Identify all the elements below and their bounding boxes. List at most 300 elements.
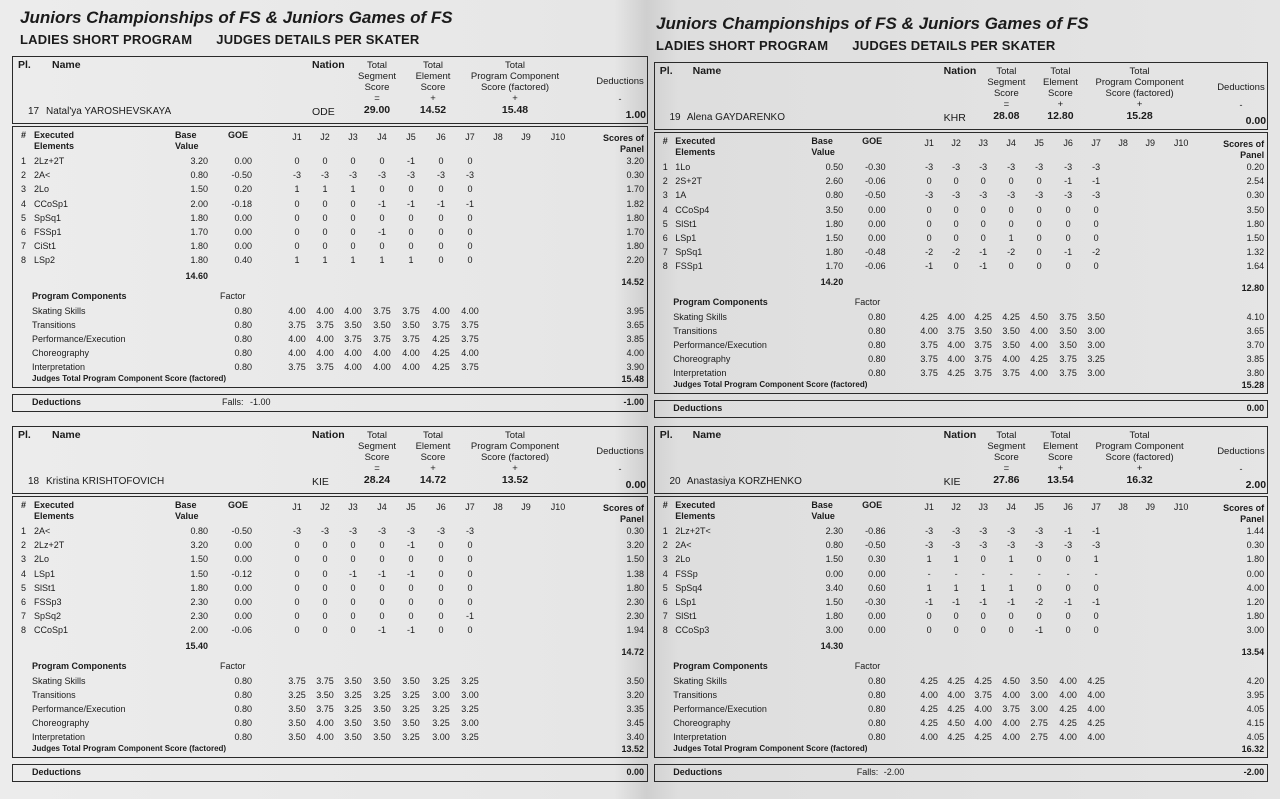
nation-label: Nation — [943, 65, 977, 77]
judge-component-score: 3.25 — [461, 704, 479, 714]
judge-header: J7 — [465, 502, 475, 512]
details-label: JUDGES DETAILS PER SKATER — [216, 32, 420, 47]
judge-goe: 0 — [294, 582, 300, 593]
panel-score: 3.50 — [1246, 204, 1265, 215]
judge-component-score: 4.00 — [1030, 368, 1048, 378]
deductions-total: 0.00 — [1246, 403, 1265, 413]
judge-header: J2 — [951, 138, 961, 148]
judge-goe: -2 — [1035, 597, 1044, 607]
skater-block — [12, 426, 648, 786]
pcs-header-line: Program Component — [1095, 441, 1184, 452]
judge-component-score: 4.00 — [1002, 690, 1020, 700]
judge-component-score: 3.75 — [947, 326, 965, 336]
base-value: 2.30 — [825, 526, 844, 536]
judge-goe: -2 — [925, 247, 934, 258]
judge-goe: 0 — [350, 625, 356, 636]
base-value: 3.40 — [825, 582, 844, 593]
element-number: 6 — [21, 597, 27, 607]
judge-goe: 1 — [379, 255, 385, 266]
judge-goe: -3 — [465, 526, 474, 536]
component-panel-score: 4.20 — [1246, 676, 1265, 686]
judge-component-score: 3.75 — [373, 306, 391, 316]
falls-value: -1.00 — [250, 397, 271, 407]
judge-goe: 0 — [1065, 625, 1071, 636]
skater-nation: KHR — [943, 112, 966, 124]
judge-goe: 1 — [322, 255, 328, 266]
pcs-header-line: Total — [1129, 430, 1150, 441]
skater-name: Natal'ya YAROSHEVSKAYA — [46, 106, 172, 117]
judge-component-score: 4.00 — [288, 334, 306, 344]
goe-value: 0.00 — [868, 218, 886, 229]
elements-label: Elements — [34, 141, 75, 151]
tss-header-line: Segment — [357, 441, 397, 452]
judge-component-score: 2.75 — [1030, 732, 1048, 742]
component-name: Interpretation — [32, 362, 86, 372]
judge-goe: 0 — [379, 156, 385, 166]
judge-component-score: 3.75 — [974, 368, 992, 378]
pl-label: Pl. — [659, 65, 673, 77]
element-code: FSSp1 — [34, 227, 62, 237]
goe-value: -0.12 — [231, 568, 252, 579]
element-code: 2Lz+2T — [34, 156, 65, 166]
judge-goe: -3 — [979, 190, 988, 201]
judge-goe: 0 — [350, 198, 356, 209]
components-total-label: Judges Total Program Component Score (factored) — [32, 374, 227, 383]
total-segment-score: 29.00 — [363, 104, 391, 116]
total-deductions: 0.00 — [1245, 115, 1267, 127]
panel-score: 1.38 — [626, 568, 644, 579]
judge-component-score: 3.25 — [344, 704, 362, 714]
judge-goe: -3 — [979, 540, 988, 551]
elements-label: Elements — [34, 511, 75, 521]
judge-goe: 0 — [980, 554, 986, 565]
element-number: 7 — [662, 611, 668, 622]
judge-component-score: 3.75 — [920, 354, 938, 364]
judge-component-score: 3.50 — [974, 326, 992, 336]
element-code: SpSq1 — [34, 212, 62, 223]
judge-component-score: 4.00 — [316, 348, 334, 358]
judge-component-score: 4.00 — [344, 306, 362, 316]
total-deductions: 2.00 — [1245, 479, 1267, 491]
element-code: 2A< — [34, 170, 51, 181]
judge-goe: 0 — [322, 156, 328, 166]
judge-goe: 0 — [1036, 176, 1042, 187]
judge-header: J10 — [1173, 502, 1189, 512]
element-code: 2A< — [34, 526, 51, 536]
skater-block — [12, 56, 648, 416]
judge-component-score: 3.25 — [432, 704, 450, 714]
pcs-header-line: Score (factored) — [480, 82, 550, 93]
judge-header: J9 — [521, 502, 531, 512]
skater-name: Anastasiya KORZHENKO — [686, 476, 802, 487]
element-number: 8 — [21, 625, 27, 636]
judge-component-score: 3.00 — [1087, 340, 1105, 350]
judge-goe: 0 — [926, 204, 932, 215]
judge-goe: 0 — [1036, 261, 1042, 272]
component-panel-score: 4.05 — [1246, 732, 1265, 742]
judge-goe: -3 — [1035, 526, 1044, 536]
panel-score: 2.20 — [626, 255, 644, 266]
judge-goe: 0 — [294, 241, 300, 252]
judge-component-score: 4.00 — [947, 354, 965, 364]
judge-goe: 0 — [953, 233, 959, 243]
judge-component-score: 4.00 — [373, 362, 391, 372]
judge-goe: -1 — [406, 625, 415, 636]
judge-component-score: 3.50 — [344, 320, 362, 330]
judge-header: J5 — [406, 132, 416, 142]
value-label: Value — [811, 147, 835, 157]
goe-value: -0.86 — [865, 526, 886, 536]
pcs-header-line: Total — [504, 430, 526, 441]
component-name: Performance/Execution — [673, 340, 767, 350]
judge-header: J10 — [1173, 138, 1189, 148]
element-number: 4 — [662, 204, 668, 215]
component-name: Choreography — [32, 348, 90, 358]
element-number: 1 — [21, 156, 27, 166]
judge-goe: -1 — [952, 597, 961, 607]
executed-label: Executed — [34, 130, 75, 140]
judge-goe: 0 — [379, 582, 385, 593]
judge-goe: 0 — [1036, 233, 1042, 243]
total-segment-score: 27.86 — [993, 474, 1020, 486]
component-panel-score: 3.85 — [1246, 354, 1265, 364]
judge-component-score: 4.00 — [1087, 690, 1105, 700]
component-panel-score: 3.45 — [626, 718, 644, 728]
tes-header-line: + — [430, 93, 436, 104]
tss-header-line: Segment — [987, 441, 1026, 452]
judge-goe: -3 — [348, 170, 357, 181]
panel-total: 12.80 — [1241, 283, 1265, 293]
judge-goe: -1 — [406, 540, 415, 551]
judge-component-score: 4.00 — [1002, 732, 1020, 742]
elements-label: Elements — [675, 147, 716, 157]
judge-component-score: 4.00 — [316, 718, 334, 728]
judge-goe: -2 — [952, 247, 961, 258]
judge-goe: 0 — [322, 540, 328, 551]
judge-goe: 0 — [379, 540, 385, 551]
judge-component-score: 3.50 — [373, 704, 391, 714]
judge-goe: 0 — [1036, 247, 1042, 258]
judge-component-score: 3.75 — [316, 704, 334, 714]
judge-component-score: 3.50 — [344, 732, 362, 742]
judge-component-score: 4.25 — [1087, 718, 1105, 728]
judge-component-score: 3.50 — [373, 732, 391, 742]
judge-goe: -3 — [925, 526, 934, 536]
judge-header: J8 — [1118, 138, 1128, 148]
element-code: LSp1 — [675, 597, 697, 607]
judge-goe: -1 — [1064, 597, 1073, 607]
judge-header: J3 — [348, 132, 358, 142]
judge-component-score: 3.75 — [1002, 704, 1020, 714]
judge-component-score: 4.25 — [920, 312, 938, 322]
judge-component-score: 4.25 — [432, 362, 450, 372]
judge-goe: -1 — [406, 568, 415, 579]
panel-score: 1.80 — [626, 241, 644, 252]
components-title: Program Components — [32, 291, 127, 301]
base-value: 1.50 — [825, 554, 844, 565]
components-total: 16.32 — [1241, 744, 1265, 754]
judge-goe: -1 — [979, 597, 988, 607]
goe-value: 0.00 — [234, 156, 252, 166]
element-code: SlSt1 — [34, 582, 56, 593]
deductions-sign: - — [1239, 464, 1243, 474]
judge-component-score: 4.25 — [1002, 312, 1020, 322]
base-label: Base — [175, 500, 197, 510]
judge-goe: 0 — [467, 212, 473, 223]
judge-component-score: 4.00 — [1030, 326, 1048, 336]
base-label: Base — [811, 500, 833, 510]
judge-component-score: 4.25 — [974, 312, 992, 322]
panel-score: 3.20 — [626, 540, 644, 551]
scores-of-label: Scores of — [1223, 503, 1265, 513]
details-label: JUDGES DETAILS PER SKATER — [852, 38, 1056, 53]
goe-label: GOE — [227, 130, 248, 140]
judge-component-score: 3.75 — [974, 354, 992, 364]
judge-component-score: 3.50 — [344, 676, 362, 686]
judge-goe: 0 — [467, 582, 473, 593]
judge-header: J3 — [348, 502, 358, 512]
element-code: 2Lo — [34, 184, 50, 195]
panel-score: 3.20 — [626, 156, 644, 166]
component-factor: 0.80 — [234, 704, 252, 714]
components-total: 13.52 — [621, 744, 644, 754]
total-element-score: 14.72 — [419, 474, 447, 486]
component-panel-score: 3.80 — [1246, 368, 1265, 378]
panel-score: 4.00 — [1246, 582, 1265, 593]
total-component-score: 13.52 — [501, 474, 529, 486]
judge-goe: 0 — [467, 241, 473, 252]
element-code: 2Lz+2T< — [675, 526, 711, 536]
judge-goe: 0 — [1008, 204, 1014, 215]
judge-header: J1 — [292, 502, 302, 512]
deductions-label: Deductions — [32, 397, 82, 407]
judge-header: J9 — [1145, 502, 1155, 512]
judge-header: J6 — [1063, 138, 1073, 148]
judge-goe: 0 — [350, 227, 356, 237]
judge-component-score: 3.50 — [288, 732, 306, 742]
name-label: Name — [52, 59, 81, 71]
component-factor: 0.80 — [868, 368, 886, 378]
component-factor: 0.80 — [868, 340, 886, 350]
goe-value: -0.50 — [865, 540, 886, 551]
judge-goe: 1 — [1093, 554, 1099, 565]
judge-component-score: 3.75 — [373, 334, 391, 344]
base-value: 2.30 — [190, 611, 208, 622]
component-factor: 0.80 — [234, 732, 252, 742]
judge-goe: 0 — [926, 176, 932, 187]
panel-score: 2.54 — [1246, 176, 1265, 187]
tes-header-line: Element — [415, 441, 451, 452]
panel-score: 1.50 — [1246, 233, 1265, 243]
judge-goe: 0 — [467, 540, 473, 551]
component-name: Skating Skills — [32, 676, 86, 686]
judge-goe: 0 — [980, 611, 986, 622]
name-label: Name — [692, 429, 722, 441]
judge-header: J6 — [1063, 502, 1073, 512]
judge-goe: -3 — [1064, 540, 1073, 551]
judge-goe: 0 — [467, 184, 473, 195]
tss-header-line: Total — [366, 60, 388, 71]
judge-goe: -1 — [465, 611, 474, 622]
value-label: Value — [175, 511, 199, 521]
judge-goe: 0 — [467, 156, 473, 166]
judge-goe: 0 — [294, 198, 300, 209]
goe-value: 0.00 — [868, 568, 886, 579]
judge-component-score: 4.00 — [288, 348, 306, 358]
base-value-total: 15.40 — [185, 641, 208, 651]
tes-header-line: + — [1057, 463, 1064, 474]
panel-score: 1.32 — [1246, 247, 1265, 258]
judge-goe: 1 — [294, 184, 300, 195]
panel-score: 1.80 — [1246, 218, 1265, 229]
component-factor: 0.80 — [234, 306, 252, 316]
judge-component-score: 4.00 — [974, 718, 992, 728]
judge-header: J6 — [436, 132, 446, 142]
judge-component-score: 3.50 — [1030, 676, 1048, 686]
component-factor: 0.80 — [868, 732, 886, 742]
judge-component-score: 4.00 — [316, 732, 334, 742]
component-factor: 0.80 — [234, 320, 252, 330]
component-name: Interpretation — [673, 368, 727, 378]
judge-component-score: 3.75 — [1059, 368, 1077, 378]
element-number: 2 — [662, 540, 668, 551]
judge-goe: 1 — [322, 184, 328, 195]
judge-goe: 1 — [926, 582, 932, 593]
judge-component-score: 3.25 — [432, 718, 450, 728]
judge-component-score: 3.75 — [344, 334, 362, 344]
judge-header: J3 — [978, 138, 988, 148]
judge-header: J10 — [550, 502, 566, 512]
skater-name: Kristina KRISHTOFOVICH — [46, 476, 165, 487]
element-code: CCoSp4 — [675, 204, 710, 215]
judge-header: J5 — [1034, 138, 1044, 148]
component-panel-score: 3.85 — [626, 334, 644, 344]
judge-component-score: 4.25 — [947, 368, 965, 378]
judge-component-score: 3.50 — [316, 690, 334, 700]
judge-goe: -3 — [377, 170, 386, 181]
base-value-total: 14.60 — [185, 271, 208, 281]
judge-component-score: 4.25 — [920, 718, 938, 728]
panel-score: 2.30 — [626, 611, 644, 622]
judge-component-score: 4.00 — [974, 704, 992, 714]
element-number: 2 — [21, 540, 27, 551]
judge-component-score: 3.00 — [432, 732, 450, 742]
judge-header: J7 — [1091, 502, 1101, 512]
component-name: Performance/Execution — [32, 334, 126, 344]
judge-goe: -3 — [1035, 540, 1044, 551]
element-code: FSSp1 — [675, 261, 703, 272]
deductions-header: Deductions — [1217, 82, 1265, 93]
skater-block — [654, 426, 1268, 786]
judge-component-score: 4.25 — [920, 676, 938, 686]
element-number: 5 — [662, 582, 668, 593]
judge-goe: -3 — [320, 170, 329, 181]
hash-label: # — [21, 130, 27, 140]
judge-component-score: 4.25 — [974, 676, 992, 686]
judge-goe: -1 — [979, 247, 988, 258]
component-name: Performance/Execution — [32, 704, 126, 714]
judge-component-score: 3.50 — [402, 676, 420, 686]
goe-value: 0.00 — [234, 540, 252, 551]
judge-component-score: 3.75 — [461, 362, 479, 372]
judge-component-score: 3.25 — [1087, 354, 1105, 364]
event-title: Juniors Championships of FS & Juniors Games of FS — [20, 8, 453, 27]
judge-goe: -1 — [1064, 526, 1073, 536]
judge-component-score: 3.50 — [1002, 326, 1020, 336]
component-panel-score: 3.90 — [626, 362, 644, 372]
base-value: 0.00 — [825, 568, 844, 579]
tss-header-line: Score — [993, 88, 1019, 99]
judge-header: J8 — [1118, 502, 1128, 512]
judge-goe: 0 — [953, 611, 959, 622]
judge-goe: 0 — [1093, 233, 1099, 243]
judge-goe: 0 — [1065, 554, 1071, 565]
nation-label: Nation — [943, 429, 977, 441]
judge-component-score: 3.25 — [402, 732, 420, 742]
pcs-header-line: Program Component — [470, 441, 560, 452]
panel-score: 2.30 — [626, 597, 644, 607]
total-component-score: 16.32 — [1126, 474, 1153, 486]
element-number: 3 — [662, 554, 668, 565]
elements-label: Elements — [675, 511, 716, 521]
judge-goe: 0 — [408, 227, 414, 237]
judge-goe: 0 — [980, 176, 986, 187]
component-name: Skating Skills — [673, 676, 727, 686]
judge-component-score: 4.25 — [947, 732, 965, 742]
judge-goe: 0 — [926, 611, 932, 622]
judge-component-score: 3.25 — [402, 690, 420, 700]
pcs-header-line: Program Component — [470, 71, 560, 82]
panel-total: 14.72 — [621, 647, 644, 657]
judge-goe: 0 — [408, 212, 414, 223]
judge-goe: 0 — [1036, 611, 1042, 622]
judge-goe: -3 — [1035, 162, 1044, 172]
judge-goe: 0 — [1065, 204, 1071, 215]
judge-component-score: 4.25 — [432, 334, 450, 344]
judge-component-score: 4.25 — [974, 732, 992, 742]
judge-component-score: 4.00 — [920, 732, 938, 742]
judge-goe: - — [927, 568, 931, 579]
judge-goe: 0 — [953, 204, 959, 215]
judge-goe: -3 — [465, 170, 474, 181]
judge-header: J2 — [951, 502, 961, 512]
base-value: 0.80 — [190, 170, 208, 181]
base-value: 1.80 — [190, 241, 208, 252]
judge-component-score: 4.00 — [402, 348, 420, 358]
judge-goe: -1 — [436, 198, 445, 209]
panel-score: 0.30 — [626, 170, 644, 181]
base-value: 1.80 — [190, 582, 208, 593]
element-number: 5 — [21, 582, 27, 593]
component-panel-score: 3.95 — [626, 306, 644, 316]
element-number: 1 — [21, 526, 27, 536]
element-number: 3 — [662, 190, 668, 201]
judge-header: J8 — [493, 132, 503, 142]
element-code: CCoSp1 — [34, 198, 69, 209]
tss-header-line: Segment — [987, 77, 1026, 88]
panel-score: 0.20 — [1246, 162, 1265, 172]
judge-goe: 0 — [1093, 625, 1099, 636]
total-segment-score: 28.24 — [363, 474, 391, 486]
goe-label: GOE — [862, 136, 883, 146]
judge-goe: - — [981, 568, 985, 579]
judge-header: J6 — [436, 502, 446, 512]
hash-label: # — [21, 500, 27, 510]
element-number: 6 — [21, 227, 27, 237]
judge-goe: 0 — [1008, 218, 1014, 229]
falls-value: -2.00 — [883, 767, 905, 777]
judge-goe: - — [1009, 568, 1013, 579]
